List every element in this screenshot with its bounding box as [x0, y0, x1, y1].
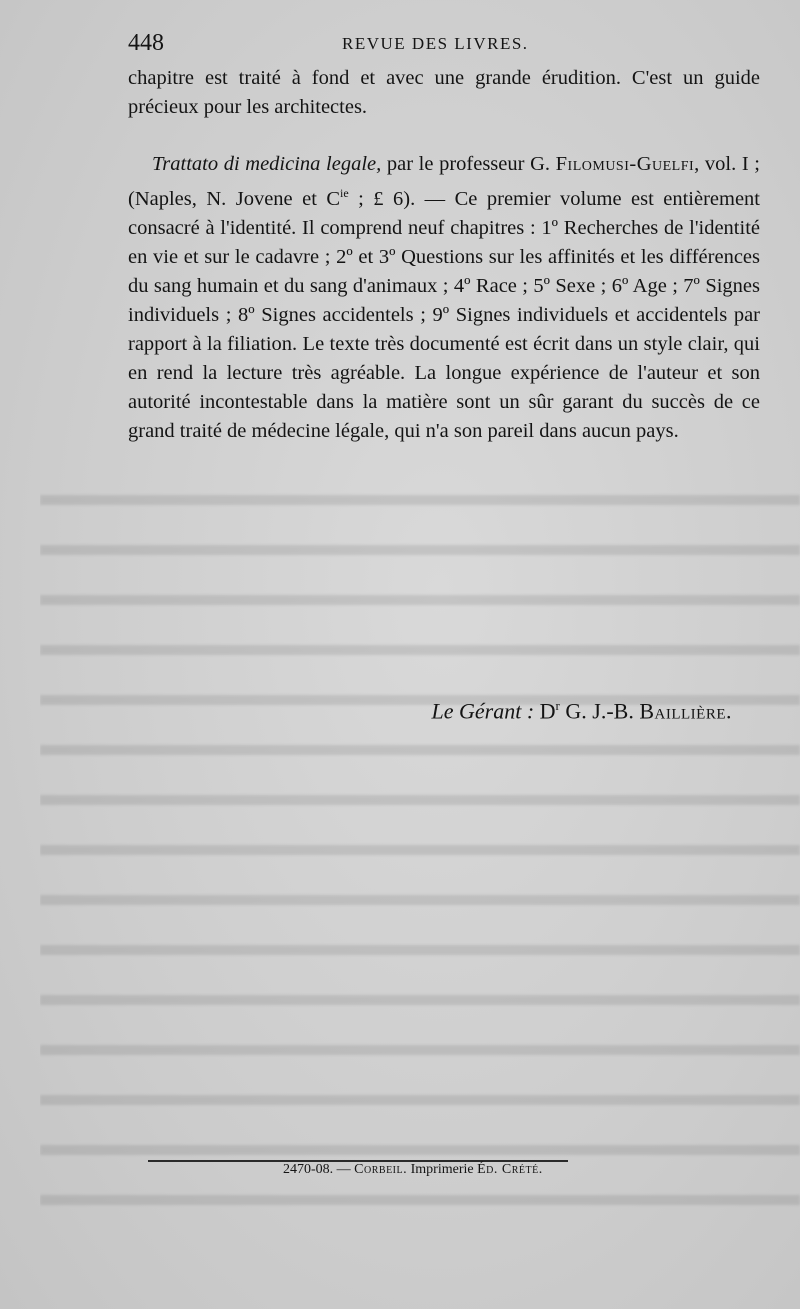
page-header [128, 30, 760, 58]
paragraph-continuation: chapitre est traité à fond et avec une grande érudition. C'est un guide précieux pour les architectes. [128, 67, 760, 118]
signature-initials: G. J.-B. [559, 698, 640, 724]
review-body: ; £ 6). — Ce premier volume est entièrement consacré à l'identité. Il comprend neuf chapitres : 1º Recherches de l'identité en vie et sur le cadavre ; 2º et 3º Questions sur les affinités et les différences du sang humain et du sang d'animaux ; 4º Race ; 5º Sexe ; 6º Age ; 7º Signes individuels ; 8º Signes accidentels ; 9º Signes individuels et accidentels par rapport à la filiation. Le texte très documenté est écrit dans un style clair, qui en rend la lecture très agréable. La longue expérience de l'auteur et son autorité incontestable dans la matière sont un sûr garant du succès de ce grand traité de médecine légale, qui n'a son pareil dans aucun pays. [128, 187, 760, 442]
page-number: 448 [128, 30, 164, 56]
footer-printer-name: Éd. Crété. [477, 1162, 543, 1177]
book-title: Trattato di medicina legale, [152, 153, 382, 175]
printer-footer [283, 1162, 543, 1178]
signature-last-name: Baillière. [639, 698, 732, 724]
footer-code: 2470-08. — [283, 1162, 355, 1177]
signature-dr: D [539, 698, 556, 724]
footer-printer: Imprimerie [407, 1162, 478, 1177]
show-through-text [40, 455, 800, 1215]
footer-city: Corbeil. [354, 1162, 408, 1177]
book-author: Filomusi-Guelfi [555, 153, 695, 175]
cie-superscript: ie [340, 186, 349, 200]
signature [128, 698, 732, 724]
signature-label: Le Gérant : [431, 698, 535, 724]
running-head: REVUE DES LIVRES. [342, 34, 529, 53]
signature-dr-sup: r [555, 698, 560, 713]
paragraph-book-review [128, 150, 760, 446]
review-volume-start: , vol. I ; (Naples, N. Jovene et C [128, 153, 760, 210]
review-by: par le professeur G. [381, 153, 556, 175]
